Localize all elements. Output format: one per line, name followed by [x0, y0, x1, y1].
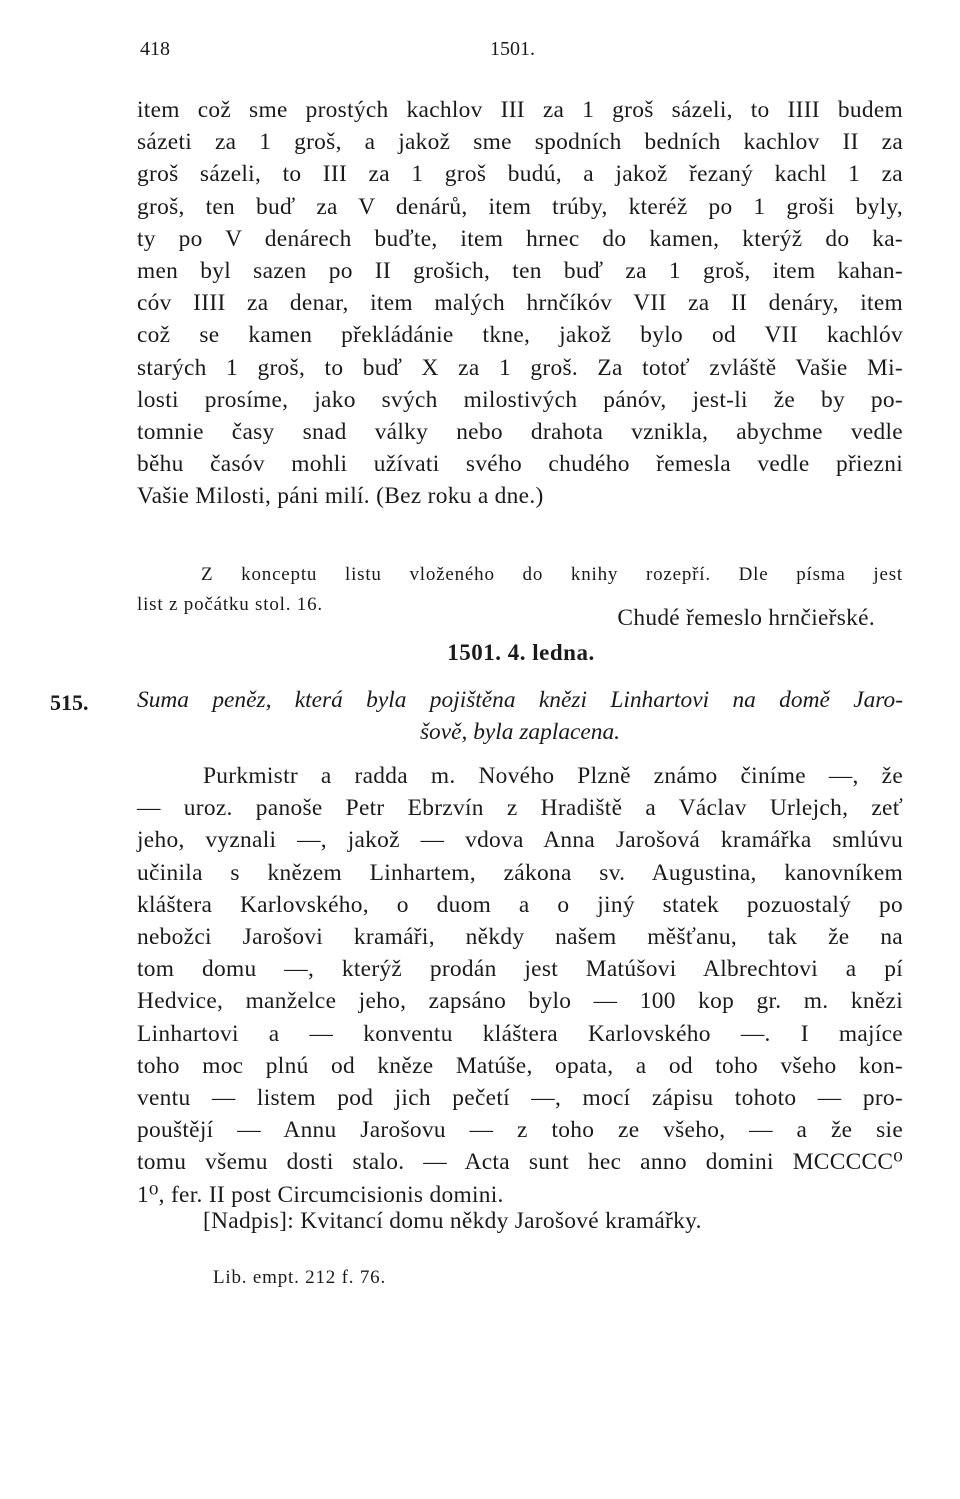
text-line: tomu všemu dosti stalo. — Acta sunt hec anno domini MCCCCC⁰ — [137, 1149, 903, 1176]
text-line: tom domu —, kterýž prodán jest Matúšovi Albrechtovi a pí — [137, 956, 903, 983]
summary-line: Suma peněz, která byla pojištěna knězi Linhartovi na domě Jaro- — [137, 687, 903, 713]
text-line: kláštera Karlovského, o duom a o jiný statek pozuostalý po — [137, 891, 903, 918]
running-header-year: 1501. — [490, 38, 535, 60]
source-note-line: Z konceptu listu vloženého do knihy rozepří. Dle písma jest — [201, 564, 903, 585]
text-line: učinila s knězem Linhartem, zákona sv. Augustina, kanovníkem — [137, 859, 903, 886]
text-line: jeho, vyznali —, jakož — vdova Anna Jarošová kramářka smlúvu — [137, 827, 903, 854]
text-line: Linhartovi a — konventu kláštera Karlovského —. I majíce — [137, 1020, 903, 1047]
source-note-line: list z počátku stol. 16. — [137, 594, 323, 615]
text-line: což se kamen překládánie tkne, jakož bylo od VII kachlóv — [137, 322, 903, 349]
document-number: 515. — [50, 690, 89, 715]
text-line: sázeti za 1 groš, a jakož sme spodních bedních kachlov II za — [137, 129, 903, 156]
text-line: nebožci Jarošovi kramáři, někdy našem měšťanu, tak že na — [137, 924, 903, 951]
text-line: starých 1 groš, to buď X za 1 groš. Za totoť zvláště Vašie Mi- — [137, 354, 903, 381]
text-line: ty po V denárech buďte, item hrnec do kamen, kterýž do ka- — [137, 225, 903, 252]
page-header — [140, 38, 900, 68]
entry-date-heading: 1501. 4. ledna. — [447, 640, 595, 665]
summary-line: šově, byla zaplacena. — [419, 719, 621, 746]
text-line: men byl sazen po II grošich, ten buď za 1 groš, item kahan- — [137, 258, 903, 285]
text-line: tomnie časy snad války nebo drahota vznikla, abychme vedle — [137, 419, 903, 446]
source-note — [137, 560, 903, 620]
text-line: Hedvice, manželce jeho, zapsáno bylo — 100 kop gr. m. knězi — [137, 988, 903, 1015]
page-number: 418 — [140, 38, 170, 60]
archival-reference: Lib. empt. 212 f. 76. — [213, 1267, 387, 1288]
text-line: groš sázeli, to III za 1 groš budú, a jakož řezaný kachl 1 za — [137, 161, 903, 188]
text-line: běhu časóv mohli užívati svého chudého řemesla vedle přiezni — [137, 451, 903, 478]
entry-summary — [137, 684, 903, 748]
text-line: losti prosíme, jako svých milostivých pánóv, jest-li že by po- — [137, 386, 903, 413]
text-line: Purkmistr a radda m. Nového Plzně známo činíme —, že — [203, 763, 903, 789]
text-line: item což sme prostých kachlov III za 1 groš sázeli, to IIII budem — [137, 97, 903, 123]
text-line: pouštějí — Annu Jarošovu — z toho ze všeho, — a že sie — [137, 1117, 903, 1144]
text-line: ventu — listem pod jich pečetí —, mocí zápisu tohoto — pro- — [137, 1085, 903, 1112]
text-line: — uroz. panoše Petr Ebrzvín z Hradiště a Václav Urlejch, zeť — [137, 795, 903, 822]
text-line: toho moc plnú od kněze Matúše, opata, a od toho všeho kon- — [137, 1052, 903, 1079]
text-line: cóv IIII za denar, item malých hrnčíkóv VII za II denáry, item — [137, 290, 903, 317]
text-line: groš, ten buď za V denárů, item trúby, kteréž po 1 groši byly, — [137, 193, 903, 220]
entry-body-text — [137, 760, 903, 1211]
text-line: 1⁰, fer. II post Circumcisionis domini. — [137, 1181, 504, 1208]
heading-note: [Nadpis]: Kvitancí domu někdy Jarošové kramářky. — [203, 1208, 702, 1234]
text-line: Vašie Milosti, páni milí. (Bez roku a dne.) — [137, 483, 544, 510]
letter-signature: Chudé řemeslo hrnčieřské. — [617, 605, 875, 631]
